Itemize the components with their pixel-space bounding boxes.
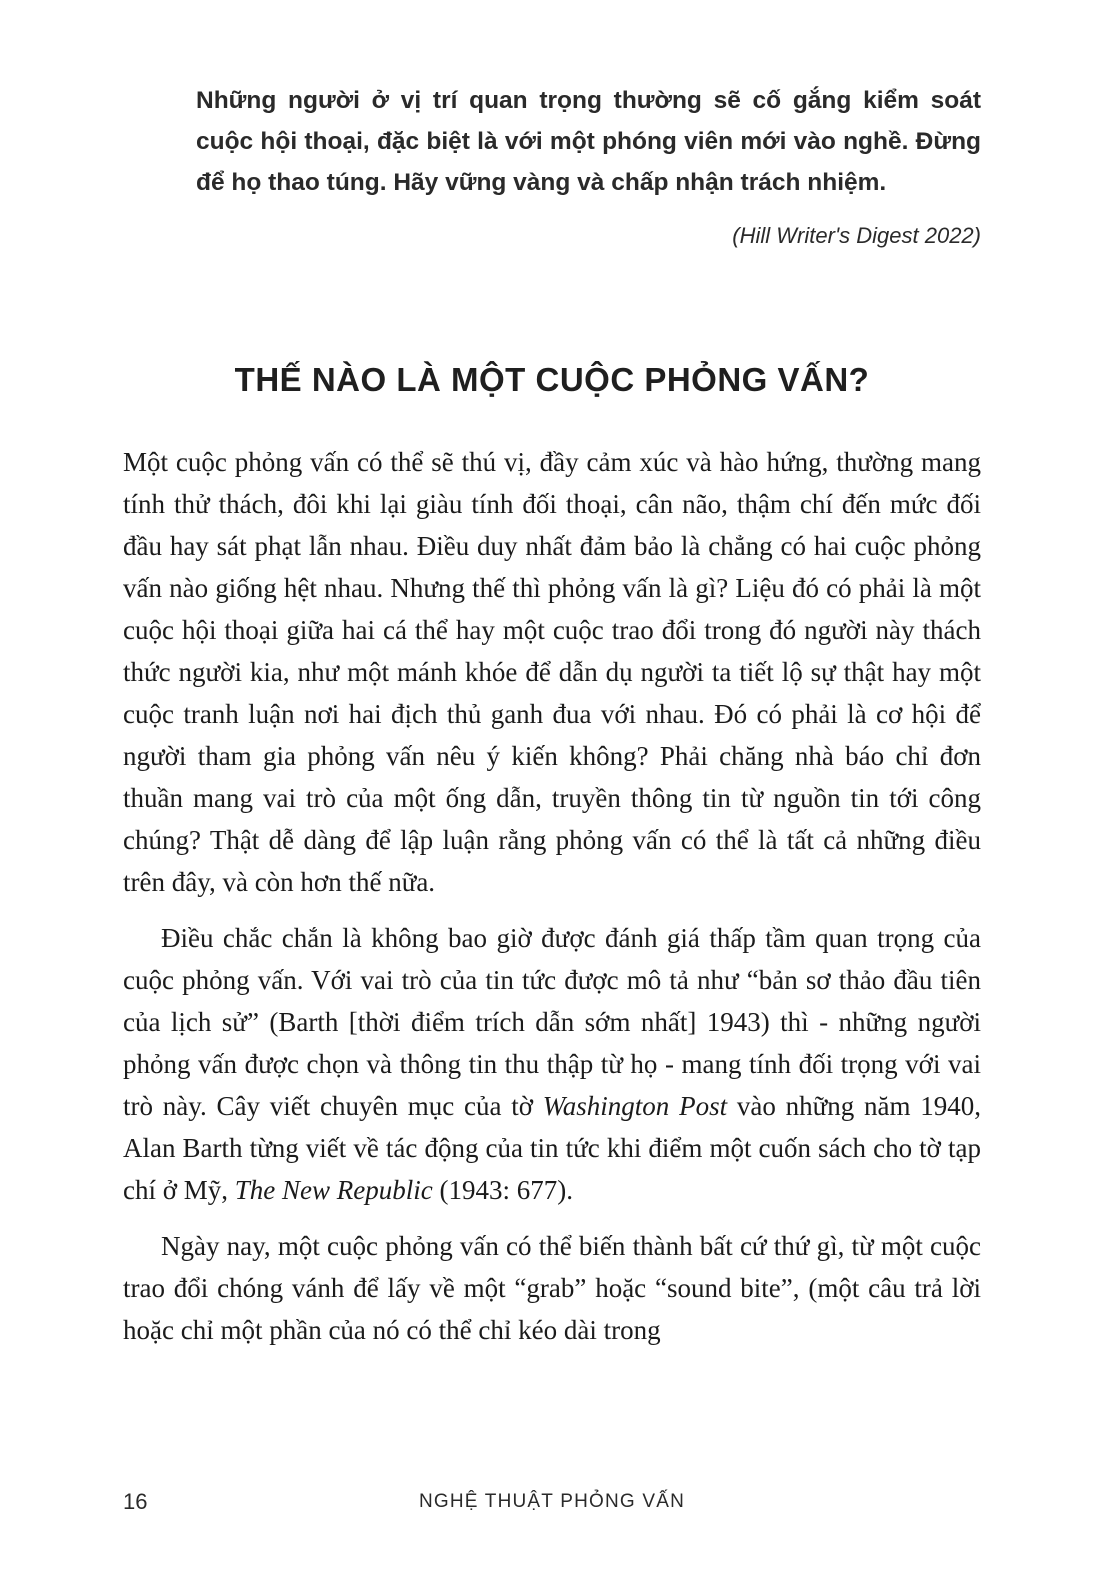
page-content — [123, 80, 981, 1351]
epigraph-quote: Những người ở vị trí quan trọng thường sẽ cố gắng kiểm soát cuộc hội thoại, đặc biệt là với một phóng viên mới vào nghề. Đừng để họ thao túng. Hãy vững vàng và chấp nhận trách nhiệm. — [196, 87, 981, 196]
quote-attribution: (Hill Writer's Digest 2022) — [732, 223, 981, 248]
running-title: NGHỆ THUẬT PHỎNG VẤN — [418, 1491, 686, 1512]
body-text — [123, 441, 981, 1351]
page-number: 16 — [123, 1489, 148, 1514]
body-paragraph: Điều chắc chắn là không bao giờ được đánh giá thấp tầm quan trọng của cuộc phỏng vấn. Với vai trò của tin tức được mô tả như “bản sơ thảo đầu tiên của lịch sử” (Barth [thời điểm trích dẫn sớm nhất] 1943) thì - những người phỏng vấn được chọn và thông tin thu thập từ họ - mang tính đối trọng với vai trò này. Cây viết chuyên mục của tờ Washington Post vào những năm 1940, Alan Barth từng viết về tác động của tin tức khi điểm một cuốn sách cho tờ tạp chí ở Mỹ, The New Republic (1943: 677). — [123, 923, 981, 1205]
body-paragraph: Ngày nay, một cuộc phỏng vấn có thể biến thành bất cứ thứ gì, từ một cuộc trao đổi chóng vánh để lấy về một “grab” hoặc “sound bite”, (một câu trả lời hoặc chỉ một phần của nó có thể chỉ kéo dài trong — [123, 1231, 981, 1345]
body-paragraph: Một cuộc phỏng vấn có thể sẽ thú vị, đầy cảm xúc và hào hứng, thường mang tính thử thách, đôi khi lại giàu tính đối thoại, cân não, thậm chí đến mức đối đầu hay sát phạt lẫn nhau. Điều duy nhất đảm bảo là chẳng có hai cuộc phỏng vấn nào giống hệt nhau. Nhưng thế thì phỏng vấn là gì? Liệu đó có phải là một cuộc hội thoại giữa hai cá thể hay một cuộc trao đổi trong đó người này thách thức người kia, như một mánh khóe để dẫn dụ người ta tiết lộ sự thật hay một cuộc tranh luận nơi hai địch thủ ganh đua với nhau. Đó có phải là cơ hội để người tham gia phỏng vấn nêu ý kiến không? Phải chăng nhà báo chỉ đơn thuần mang vai trò của một ống dẫn, truyền thông tin từ nguồn tin tới công chúng? Thật dễ dàng để lập luận rằng phỏng vấn có thể là tất cả những điều trên đây, và còn hơn thế nữa. — [123, 447, 981, 897]
section-heading: THẾ NÀO LÀ MỘT CUỘC PHỎNG VẤN? — [234, 361, 870, 398]
page-footer — [123, 1490, 981, 1520]
